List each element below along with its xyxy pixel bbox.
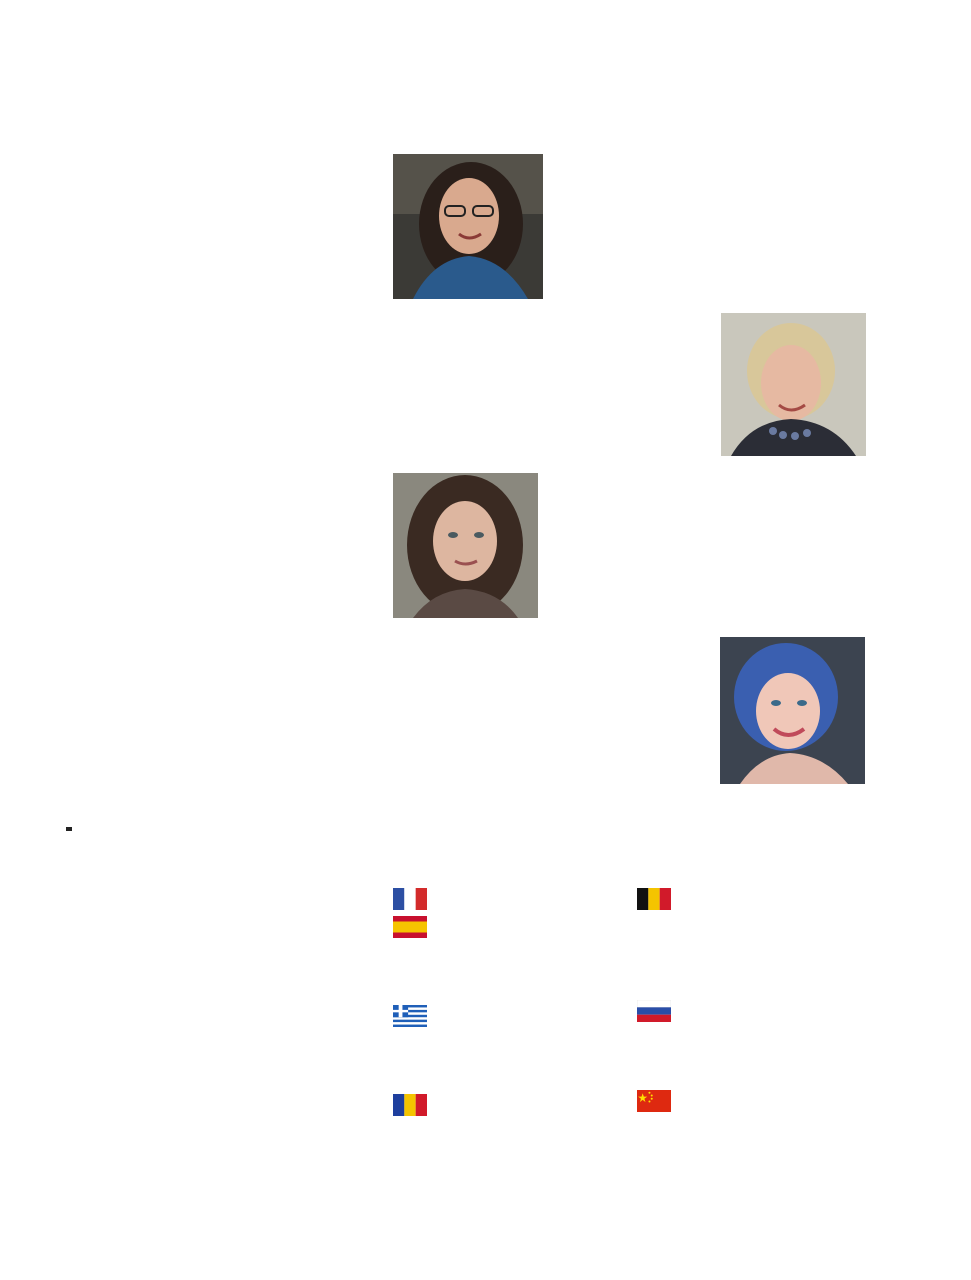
publisher-info: [66, 823, 346, 834]
kelsey-logo: [66, 827, 72, 831]
spain-flag-icon: [393, 916, 427, 938]
angela-neustatter-photo: [721, 313, 866, 456]
sophie-hannah-photo: [393, 154, 543, 299]
photo-credit: [880, 960, 894, 1180]
greece-flag-icon: [393, 1005, 427, 1027]
masthead: [66, 150, 326, 164]
china-flag-icon: [637, 1090, 671, 1112]
russia-flag-icon: [637, 1000, 671, 1022]
samantha-wood-photo: [720, 637, 865, 784]
belgium-flag-icon: [637, 888, 671, 910]
victoria-birkinshaw-photo: [393, 473, 538, 618]
france-flag-icon: [393, 888, 427, 910]
romania-flag-icon: [393, 1094, 427, 1116]
